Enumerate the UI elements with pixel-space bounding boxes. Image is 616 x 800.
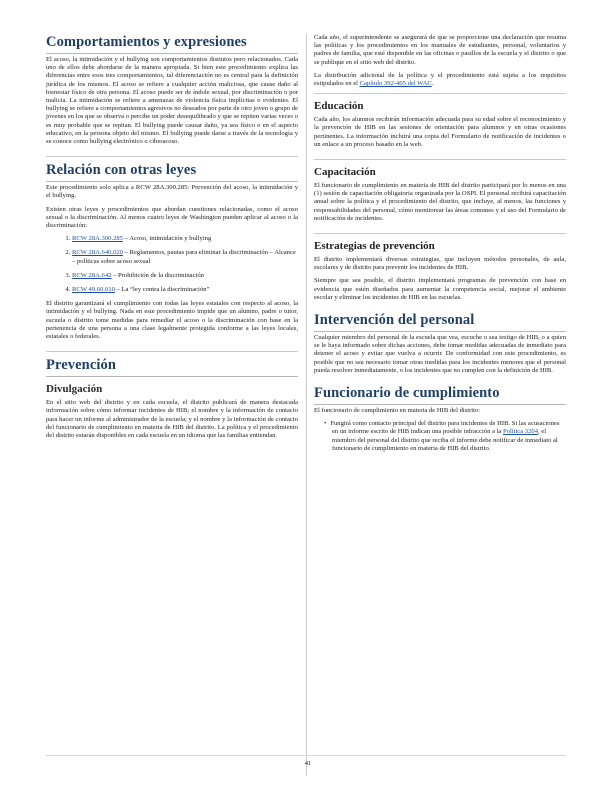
list-item-text: – La “ley contra la discriminación” (114, 286, 210, 294)
paragraph: En el sitio web del distrito y en cada escuela, el distrito publicará de manera destacada información sobre cómo informar incidentes de HIB; el nombre y la información de contacto para hacer un informe al administrador de la escuela; y el nombre y la información de contacto del funcionario de cumplimiento en materia de HIB del distrito. La política y el procedimiento del distrito estarán disponibles en cada escuela en un idioma que las familias entiendan. (46, 399, 298, 440)
footer-divider (46, 755, 566, 756)
duties-list (314, 420, 566, 453)
paragraph: El funcionario de cumplimiento en materia de HIB del distrito: (314, 407, 481, 415)
rcw-link[interactable]: RCW 49.60.010 (72, 286, 115, 294)
section-capacitacion (314, 166, 566, 223)
list-item (72, 249, 298, 265)
paragraph: El distrito implementará diversas estrategias, que incluyen métodos personales, de aula, escolares y de distrito para prevenir los incidentes de HIB. (314, 256, 566, 272)
subheading-divulgacion: Divulgación (46, 383, 103, 396)
law-list (46, 235, 298, 294)
heading-capacitacion: Capacitación (314, 166, 376, 179)
paragraph-text: La distribución adicional de la política y el procedimiento está sujeta a los requisitos estipulados en el (314, 71, 566, 88)
paragraph-text: . (431, 80, 434, 88)
left-column (46, 34, 298, 450)
rcw-link[interactable]: RCW 28A.642 (72, 271, 112, 279)
rcw-link[interactable]: RCW 28A.300.285 (72, 235, 123, 243)
section-relacion (46, 162, 298, 341)
wac-link[interactable]: Capítulo 392-405 del WAC (359, 80, 432, 88)
section-estrategias (314, 240, 566, 302)
heading-relacion: Relación con otras leyes (46, 162, 298, 182)
paragraph: Cualquier miembro del personal de la escuela que vea, escuche o sea testigo de HIB, o a quien se le haya informado sobre dichas acciones, debe tomar medidas adecuadas de inmediato para detener el acoso y evitar que vuelva a ocurrir. De conformidad con este procedimiento, es posible que no sea necesario tomar otras medidas para los incidentes menores que el personal pueda resolver inmediatamente, o los incidentes que no cumplen con la definición de HIB. (314, 334, 566, 374)
paragraph: Cada año, el superintendente se asegurará de que se proporcione una declaración que resuma las políticas y los procedimientos en los manuales de estudiantes, personal, voluntarios y padres de familia, que esté disponible en las oficinas o pasillos de la escuela y el distrito o que se publique en el sitio web del distrito. (314, 34, 566, 66)
heading-funcionario: Funcionario de cumplimiento (314, 385, 566, 405)
paragraph: Existen otras leyes y procedimientos que abordan cuestiones relacionadas, como el acoso sexual o la discriminación. Al menos cuatro leyes de Washington pueden aplicar al acoso o la discriminación: (46, 205, 298, 230)
section-divider (46, 351, 298, 352)
list-item-text: Fungirá como contacto principal del distrito para incidentes de HIB. Si las acusaciones en un informe escrito de HIB indican una posible infracción a la (330, 420, 560, 436)
paragraph: El distrito garantizará el cumplimiento con todas las leyes estatales con respecto al acoso, la intimidación y el bullying. Nada en este procedimiento impide que un alumno, padre o tutor, escuela o distrito tome medidas para remediar el acoso o la discriminación con base en la pertenencia de una persona a una clase legalmente protegida conforme a las leyes locales, estatales o federales. (46, 300, 298, 341)
list-item-text: , el miembro del personal del distrito que reciba el informe debe notificar de inmediato al funcionario de cumplimiento en materia de HIB del distrito. (332, 428, 558, 452)
section-divider (46, 156, 298, 157)
section-intervencion (314, 312, 566, 375)
heading-prevencion: Prevención (46, 357, 298, 377)
heading-educacion: Educación (314, 100, 364, 113)
list-item-text: – Reglamentos, pautas para eliminar la discriminación – Alcance – políticas sobre acoso sexual (72, 249, 296, 265)
paragraph (314, 72, 566, 88)
right-column (314, 34, 566, 463)
column-divider (306, 34, 307, 776)
policy-link[interactable]: Política 3204 (503, 428, 538, 436)
section-funcionario (314, 385, 566, 453)
rcw-link[interactable]: RCW 28A.640.020 (72, 249, 123, 257)
paragraph: Cada año, los alumnos recibirán información adecuada para su edad sobre el reconocimiento y la prevención de HIB en las sesiones de orientación para alumnos y en otras ocasiones pertinentes. La información incluirá una copia del Formulario de notificación de incidentes o un enlace a un proceso basado en la web. (314, 116, 566, 148)
heading-comportamientos: Comportamientos y expresiones (46, 34, 298, 54)
list-item (332, 420, 566, 453)
section-comportamientos (46, 34, 298, 146)
list-item (72, 286, 298, 294)
paragraph: Siempre que sea posible, el distrito implementará programas de prevención con base en evidencia que estén diseñados para aumentar la competencia social, mejorar el ambiente escolar y eliminar los incidentes de HIB en las escuelas. (314, 277, 566, 301)
section-divider (314, 159, 566, 160)
paragraph: El acoso, la intimidación y el bullying son comportamientos distintos pero relacionados. Cada uno de ellos debe abordarse de la manera apropiada. Si bien este procedimiento explica las diferencias entre esos tres comportamientos, tal diferenciación no es central para la definición jurídica de los mismos. El acoso se refiere a cualquier acción maliciosa, que cause daño al bienestar físico de otra persona. El acoso puede ser de índole sexual, por discriminación o por malicia. La intimidación se refiere a amenazas de violencia física implícitas o evidentes. El bullying se refiere a comportamientos agresivos no deseados por parte de otro joven o grupo de jóvenes en los que se observa o percibe un poder desequilibrado y que se repiten varias veces o es muy probable que se repitan. El bullying puede causar daño, ya sea físico o en el aspecto educativo, en la persona objeto del mismo. El bullying puede darse a través de la tecnología y se conoce como bullying electrónico o ciberacoso. (46, 56, 298, 146)
section-divider (314, 93, 566, 94)
heading-estrategias: Estrategias de prevención (314, 240, 435, 253)
paragraph: El funcionario de cumplimiento en materia de HIB del distrito participará por lo menos en una (1) sesión de capacitación obligatoria organizada por la OSPI. El personal recibirá capacitación anual sobre la política y el procedimiento del distrito, que incluye, al menos, las funciones y responsabilidades del personal, cómo monitorear las áreas comunes y el uso del Formulario de notificación de incidentes. (314, 182, 566, 222)
list-item-text: – Prohibición de la discriminación (111, 271, 204, 279)
list-item (72, 272, 298, 280)
section-divider (314, 233, 566, 234)
list-item-text: – Acoso, intimidación y bullying (122, 235, 212, 243)
list-item (72, 235, 298, 243)
page-number: 41 (304, 760, 312, 767)
section-educacion (314, 100, 566, 149)
paragraph: Este procedimiento solo aplica a RCW 28A.300.285: Prevención del acoso, la intimidación y el bullying. (46, 184, 298, 200)
section-prevencion (46, 357, 298, 440)
heading-intervencion: Intervención del personal (314, 312, 566, 332)
